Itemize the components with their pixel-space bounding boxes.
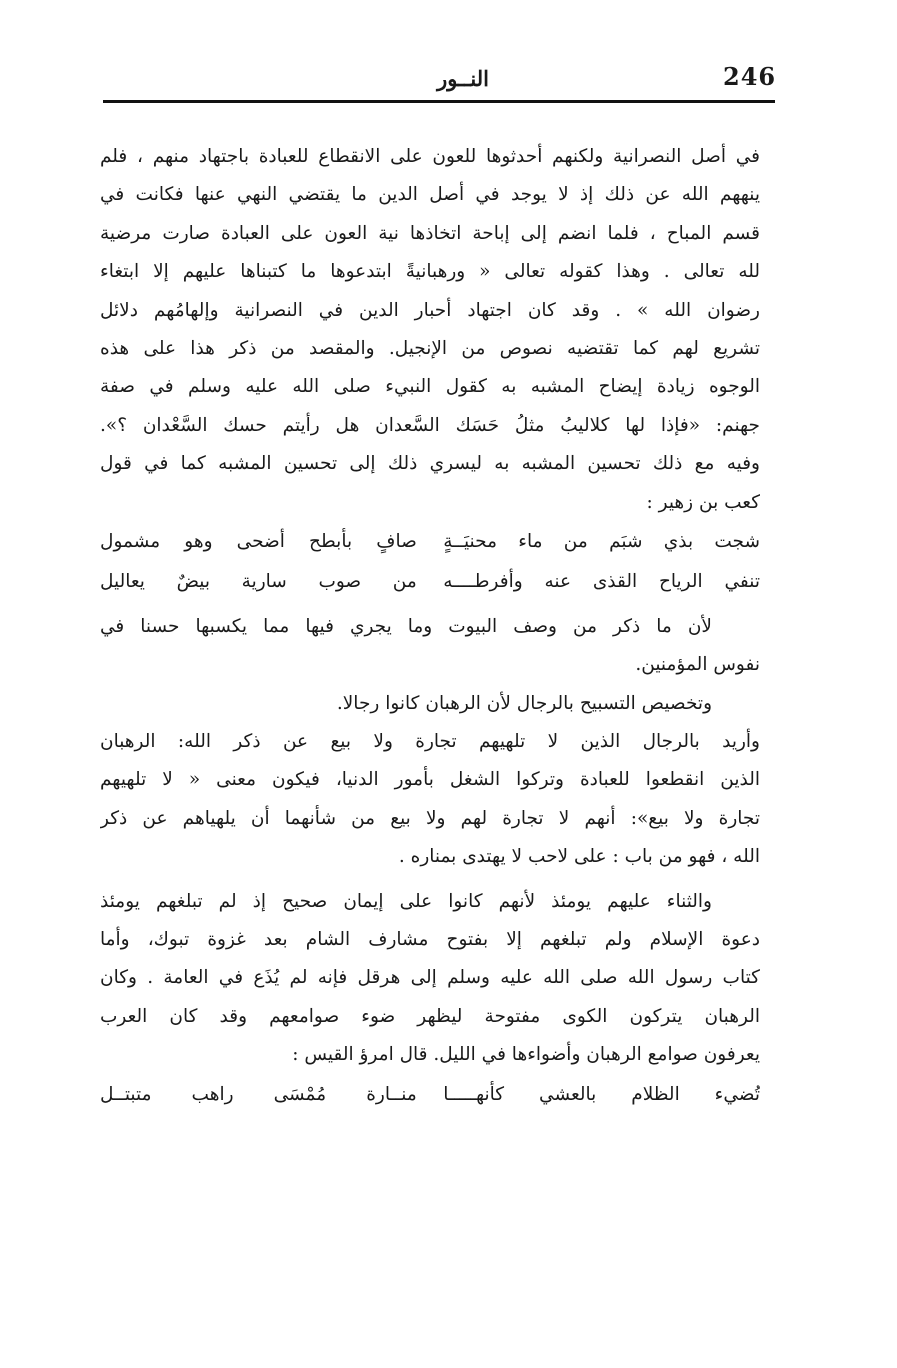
text-line: قسم المباح ، فلما انضم إلى إباحة اتخاذها نية العون على العبادة صارت مرضية [100,222,760,244]
page-header [103,60,775,102]
text-line: في أصل النصرانية ولكنهم أحدثوها للعون على الانقطاع للعبادة باجتهاد منهم ، فلم [100,146,760,167]
poem-verse [100,1075,760,1115]
poem-verse [100,562,760,602]
text-line: الرهبان يتركون الكوى مفتوحة ليظهر ضوء صوامعهم وقد كان العرب [100,1005,760,1027]
text-line: لأن ما ذكر من وصف البيوت وما يجري فيها مما يكسبها حسنا في [100,615,712,637]
verse-first-half: تُضيء الظلام بالعشي كأنهـــــا [443,1083,760,1105]
verse-first-half: تنفي الرياح القذى عنه وأفرطــــه [443,570,760,592]
verse-second-half: صافٍ بأبطح أضحى وهو مشمول [100,530,417,552]
page-body [100,138,760,1115]
header-rule [103,100,775,103]
text-line: ينههم الله عن ذلك إذ لا يوجد في أصل الدين ما يقتضي النهي عنها فكانت في [100,184,760,206]
text-line: يعرفون صوامع الرهبان وأضواءها في الليل. قال امرؤ القيس : [292,1044,760,1066]
text-line: تشريع لهم كما تقتضيه نصوص من الإنجيل. والمقصد من ذكر هذا على هذه [100,337,760,359]
verse-first-half: شجت بذي شبَم من ماء محنيَــةٍ [443,530,760,552]
text-line: كتاب رسول الله صلى الله عليه وسلم إلى هرقل فإنه لم يُذَع في العامة . وكان [100,967,760,989]
text-line: الوجوه زيادة إيضاح المشبه به كقول النبيء صلى الله عليه وسلم في صفة [100,376,760,398]
page-number: 246 [723,62,777,91]
text-line: كعب بن زهير : [646,491,760,513]
text-line: وفيه مع ذلك تحسين المشبه به ليسري ذلك إلى تحسين المشبه كما في قول [100,453,760,475]
text-line: تجارة ولا بيع»: أنهم لا تجارة لهم ولا بيع من شأنهما أن يلهياهم عن ذكر [100,807,760,829]
running-title: النــور [437,66,489,91]
text-line: الله ، فهو من باب : على لاحب لا يهتدى بمناره . [398,846,760,868]
text-line: لله تعالى . وهذا كقوله تعالى « ورهبانيةً ابتدعوها ما كتبناها عليهم إلا ابتغاء [100,261,760,283]
text-line: جهنم: «فإذا لها كلاليبُ مثلُ حَسَك السَّعدان هل رأيتم حسك السَّعْدان ؟». [100,414,760,436]
text-line: وأريد بالرجال الذين لا تلهيهم تجارة ولا بيع عن ذكر الله: الرهبان [100,731,760,753]
text-line: دعوة الإسلام ولم تبلغهم إلا بفتوح مشارف الشام بعد غزوة تبوك، وأما [100,929,760,951]
verse-second-half: من صوب سارية بيضٌ يعاليل [100,570,417,592]
text-line: وتخصيص التسبيح بالرجال لأن الرهبان كانوا رجالا. [336,692,712,714]
poem-verse [100,522,760,562]
text-line: رضوان الله » . وقد كان اجتهاد أحبار الدين في النصرانية وإلهامُهم دلائل [100,299,760,321]
text-line: والثناء عليهم يومئذ لأنهم كانوا على إيمان صحيح إذ لم تبلغهم يومئذ [100,890,712,912]
text-line: الذين انقطعوا للعبادة وتركوا الشغل بأمور الدنيا، فيكون معنى « لا تلهيهم [100,769,760,791]
text-line: نفوس المؤمنين. [635,654,760,676]
verse-second-half: منــارة مُمْسَى راهب متبتــل [100,1083,417,1105]
